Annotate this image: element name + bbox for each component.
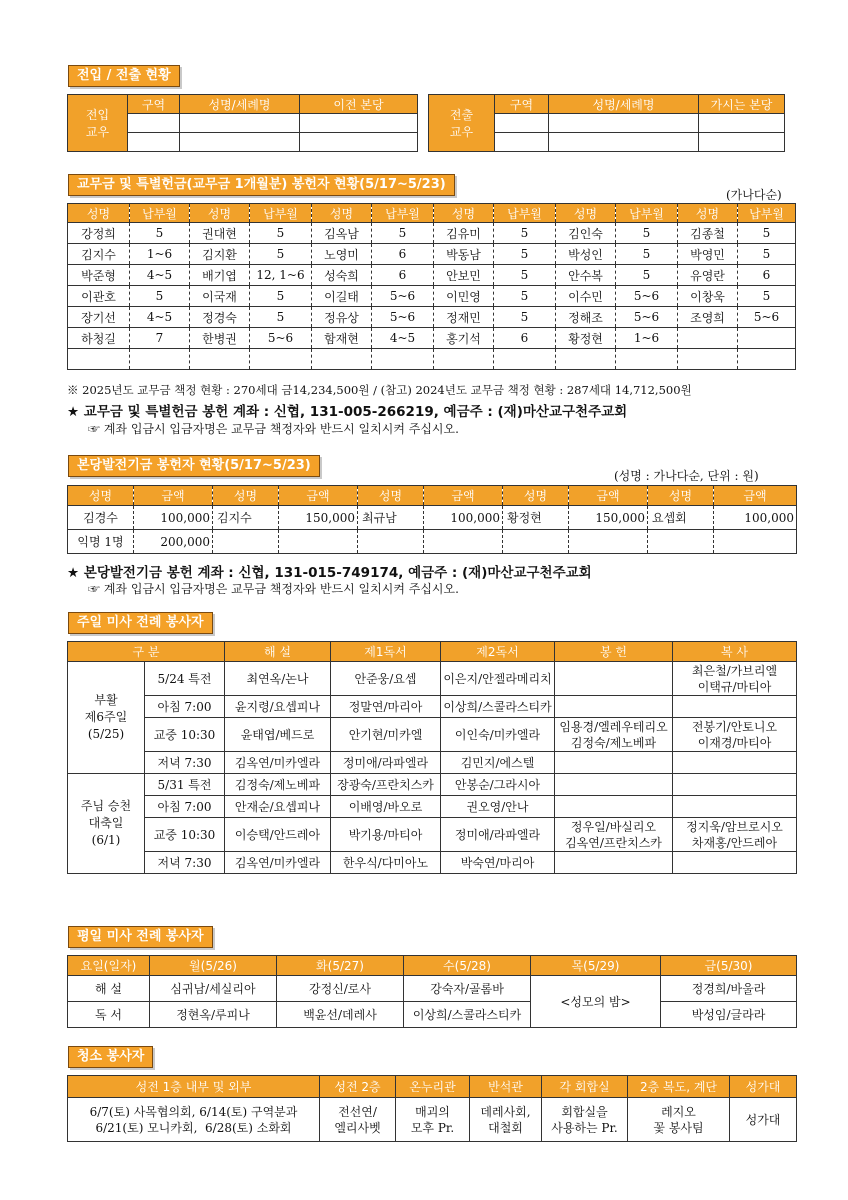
table-cell [556, 349, 616, 370]
table-cell [130, 349, 190, 370]
table-cell: 5 [250, 286, 312, 307]
tithe-order-note: (가나다순) [726, 188, 782, 202]
transfer-out-label: 전출 교우 [429, 95, 495, 152]
table-cell: 5 [494, 307, 556, 328]
table-cell: 김경수 [68, 506, 134, 530]
table-cell: 정지욱/암브로시오 차재홍/안드레아 [673, 818, 797, 852]
table-cell: 5 [250, 244, 312, 265]
building-table [67, 485, 797, 554]
table-cell: 김옥남 [312, 223, 372, 244]
table-cell [673, 752, 797, 774]
table-cell [300, 133, 418, 152]
weekday-header: 목(5/29) [531, 956, 661, 976]
table-cell: 황정현 [556, 328, 616, 349]
cleaning-cell: 회합실을 사용하는 Pr. [542, 1098, 628, 1142]
table-cell [714, 530, 797, 554]
table-row [68, 796, 797, 818]
table-cell [673, 796, 797, 818]
table-cell: 이관호 [68, 286, 130, 307]
transfer-in-label: 전입 교우 [68, 95, 128, 152]
table-cell [358, 530, 424, 554]
table-cell: 이국재 [190, 286, 250, 307]
building-section-title: 본당발전기금 봉헌자 현황(5/17~5/23) [68, 455, 320, 477]
table-row [68, 774, 797, 796]
table-cell: 이길태 [312, 286, 372, 307]
table-cell: 5~6 [250, 328, 312, 349]
cleaning-header: 2층 복도, 계단 [628, 1076, 730, 1098]
table-row [68, 696, 797, 718]
table-cell: 5 [130, 286, 190, 307]
table-cell: 이배영/바오로 [331, 796, 441, 818]
table-cell: 100,000 [424, 506, 503, 530]
tithe-header: 납부월 [250, 204, 312, 223]
table-cell: 김지수 [213, 506, 279, 530]
weekday-header: 화(5/27) [277, 956, 404, 976]
table-cell: 김유미 [434, 223, 494, 244]
table-cell: 이인숙/미카엘라 [441, 718, 555, 752]
table-cell: 1~6 [616, 328, 678, 349]
table-cell [555, 796, 673, 818]
table-row [68, 506, 797, 530]
transfer-out-table [428, 94, 785, 152]
table-cell: 안수복 [556, 265, 616, 286]
table-cell: 황정현 [503, 506, 569, 530]
table-cell: 5~6 [372, 307, 434, 328]
table-cell: 김인숙 [556, 223, 616, 244]
tithe-header: 성명 [556, 204, 616, 223]
tithe-header: 납부월 [494, 204, 556, 223]
sunday-section-title: 주일 미사 전례 봉사자 [68, 612, 213, 634]
tithe-header: 성명 [312, 204, 372, 223]
table-cell [434, 349, 494, 370]
transfer-out-header: 가시는 본당 [699, 95, 785, 114]
building-order-note: (성명 : 가나다순, 단위 : 원) [614, 469, 759, 483]
table-cell: 강정희 [68, 223, 130, 244]
table-cell: 박성인 [556, 244, 616, 265]
table-row [68, 752, 797, 774]
table-cell [495, 114, 549, 133]
table-cell: 정우일/바실리오 김옥연/프란치스카 [555, 818, 673, 852]
table-cell: 안기현/미카엘 [331, 718, 441, 752]
cleaning-cell: 6/7(토) 사목협의회, 6/14(토) 구역분과 6/21(토) 모니카회, 6/28(토) 소화회 [68, 1098, 320, 1142]
transfer-out-header: 구역 [495, 95, 549, 114]
table-cell: 정미애/라파엘라 [331, 752, 441, 774]
table-cell [648, 530, 714, 554]
table-cell [300, 114, 418, 133]
transfer-out-header: 성명/세례명 [549, 95, 699, 114]
table-cell: 김정숙/제노베파 [225, 774, 331, 796]
table-cell: 장기선 [68, 307, 130, 328]
table-cell: 안준웅/요셉 [331, 662, 441, 696]
table-cell [128, 133, 180, 152]
table-cell: 4~5 [130, 265, 190, 286]
table-cell [673, 852, 797, 874]
transfer-in-header: 이전 본당 [300, 95, 418, 114]
table-cell: 12, 1~6 [250, 265, 312, 286]
table-cell: 4~5 [130, 307, 190, 328]
table-cell: 하청길 [68, 328, 130, 349]
table-cell: 100,000 [134, 506, 213, 530]
table-cell: 4~5 [372, 328, 434, 349]
table-cell: 박동남 [434, 244, 494, 265]
table-cell: 박성임/글라라 [661, 1002, 797, 1028]
table-cell: 1~6 [130, 244, 190, 265]
table-cell: 강숙자/골롬바 [404, 976, 531, 1002]
table-cell [190, 349, 250, 370]
building-account-note: ☞ 계좌 입금시 입금자명은 교무금 책정자와 반드시 일치시켜 주십시오. [88, 582, 459, 596]
table-cell: 정재민 [434, 307, 494, 328]
table-cell: 함재현 [312, 328, 372, 349]
table-cell [555, 662, 673, 696]
table-cell: 박준형 [68, 265, 130, 286]
table-cell: 5 [738, 223, 796, 244]
tithe-header: 납부월 [616, 204, 678, 223]
table-cell: 안봉순/그라시아 [441, 774, 555, 796]
sunday-time: 아침 7:00 [145, 796, 225, 818]
table-cell: 5~6 [738, 307, 796, 328]
sunday-time: 저녁 7:30 [145, 752, 225, 774]
table-cell [180, 133, 300, 152]
table-cell: 5 [130, 223, 190, 244]
table-cell: 성숙희 [312, 265, 372, 286]
cleaning-cell: 성가대 [730, 1098, 797, 1142]
building-header: 성명 [213, 486, 279, 506]
building-header: 금액 [569, 486, 648, 506]
sunday-header: 제2독서 [441, 642, 555, 662]
table-cell: 150,000 [279, 506, 358, 530]
table-row [68, 307, 796, 328]
sunday-header: 복 사 [673, 642, 797, 662]
sunday-group-label: 주님 승천 대축일 (6/1) [68, 774, 145, 874]
sunday-time: 5/31 특전 [145, 774, 225, 796]
table-cell: 요셉회 [648, 506, 714, 530]
table-row [68, 852, 797, 874]
table-cell: 최규남 [358, 506, 424, 530]
transfer-section-title: 전입 / 전출 현황 [68, 65, 180, 87]
table-cell: 6 [494, 328, 556, 349]
tithe-header: 납부월 [130, 204, 190, 223]
table-cell: 5 [494, 223, 556, 244]
weekday-row-label: 독 서 [68, 1002, 150, 1028]
table-row [68, 265, 796, 286]
building-header: 성명 [648, 486, 714, 506]
tithe-account: ★ 교무금 및 특별헌금 봉헌 계좌 : 신협, 131-005-266219, 예금주 : (재)마산교구천주교회 [67, 404, 628, 420]
table-cell: 정현옥/루피나 [150, 1002, 277, 1028]
table-cell: 100,000 [714, 506, 797, 530]
table-cell: 윤지령/요셉피나 [225, 696, 331, 718]
table-cell [616, 349, 678, 370]
table-cell: 정유상 [312, 307, 372, 328]
table-row [68, 818, 797, 852]
weekday-row-label: 해 설 [68, 976, 150, 1002]
table-cell: 7 [130, 328, 190, 349]
table-cell: 6 [738, 265, 796, 286]
table-cell: 홍기석 [434, 328, 494, 349]
table-cell [250, 349, 312, 370]
table-cell: 김지수 [68, 244, 130, 265]
table-cell: 5 [494, 244, 556, 265]
table-cell: 이민영 [434, 286, 494, 307]
table-cell [312, 349, 372, 370]
tithe-account-note: ☞ 계좌 입금시 입금자명은 교무금 책정자와 반드시 일치시켜 주십시오. [88, 422, 459, 436]
table-row [68, 662, 797, 696]
table-cell: 김종철 [678, 223, 738, 244]
transfer-in-header: 구역 [128, 95, 180, 114]
cleaning-cell: 데레사회, 대철회 [470, 1098, 542, 1142]
table-cell: 5 [250, 223, 312, 244]
tithe-table [67, 203, 796, 370]
table-cell: 이수민 [556, 286, 616, 307]
table-cell: 박숙연/마리아 [441, 852, 555, 874]
table-cell: 5 [738, 286, 796, 307]
building-header: 성명 [68, 486, 134, 506]
table-cell [549, 114, 699, 133]
cleaning-header: 반석관 [470, 1076, 542, 1098]
tithe-section-title: 교무금 및 특별헌금(교무금 1개월분) 봉헌자 현황(5/17~5/23) [68, 174, 455, 196]
sunday-mass-table [67, 641, 797, 874]
sunday-time: 5/24 특전 [145, 662, 225, 696]
table-cell: 이승택/안드레아 [225, 818, 331, 852]
table-cell [738, 328, 796, 349]
building-header: 성명 [503, 486, 569, 506]
table-cell: 5~6 [616, 307, 678, 328]
tithe-header: 성명 [434, 204, 494, 223]
table-cell [555, 774, 673, 796]
table-cell: 김민지/에스텔 [441, 752, 555, 774]
table-cell [738, 349, 796, 370]
table-cell: 5 [738, 244, 796, 265]
weekday-header: 월(5/26) [150, 956, 277, 976]
cleaning-header: 성전 1층 내부 및 외부 [68, 1076, 320, 1098]
tithe-footnote: ※ 2025년도 교무금 책정 현황 : 270세대 금14,234,500원 / (참고) 2024년도 교무금 책정 현황 : 287세대 14,712,500원 [67, 383, 692, 397]
table-cell: 임용경/엘레우테리오 김정숙/제노베파 [555, 718, 673, 752]
table-cell: 5 [494, 265, 556, 286]
table-cell: 유영란 [678, 265, 738, 286]
sunday-header: 제1독서 [331, 642, 441, 662]
table-row [68, 244, 796, 265]
table-cell [372, 349, 434, 370]
table-cell: 익명 1명 [68, 530, 134, 554]
table-row [68, 718, 797, 752]
weekday-header: 요일(일자) [68, 956, 150, 976]
table-cell: 200,000 [134, 530, 213, 554]
table-cell: 심귀남/세실리아 [150, 976, 277, 1002]
table-cell: 노영미 [312, 244, 372, 265]
sunday-header: 해 설 [225, 642, 331, 662]
table-cell: 5 [494, 286, 556, 307]
transfer-in-header: 성명/세례명 [180, 95, 300, 114]
table-row [68, 223, 796, 244]
tithe-header: 납부월 [738, 204, 796, 223]
table-cell: 5~6 [372, 286, 434, 307]
table-cell: 정경희/바울라 [661, 976, 797, 1002]
table-cell: 박기용/마티아 [331, 818, 441, 852]
thursday-event: <성모의 밤> [531, 976, 661, 1028]
table-cell [68, 349, 130, 370]
table-cell: 이은지/안젤라메리치 [441, 662, 555, 696]
tithe-header: 성명 [678, 204, 738, 223]
table-cell [699, 114, 785, 133]
building-header: 금액 [424, 486, 503, 506]
table-cell [555, 752, 673, 774]
cleaning-header: 각 회합실 [542, 1076, 628, 1098]
table-cell: 150,000 [569, 506, 648, 530]
table-cell: 5 [372, 223, 434, 244]
cleaning-cell: 매괴의 모후 Pr. [396, 1098, 470, 1142]
table-cell [213, 530, 279, 554]
table-cell: 정말연/마리아 [331, 696, 441, 718]
cleaning-header: 성가대 [730, 1076, 797, 1098]
table-cell: 박영민 [678, 244, 738, 265]
table-cell: 권대현 [190, 223, 250, 244]
sunday-header: 구 분 [68, 642, 225, 662]
building-header: 금액 [279, 486, 358, 506]
cleaning-section-title: 청소 봉사자 [68, 1046, 153, 1068]
table-cell: 정해조 [556, 307, 616, 328]
building-account: ★ 본당발전기금 봉헌 계좌 : 신협, 131-015-749174, 예금주 : (재)마산교구천주교회 [67, 565, 592, 581]
table-cell: 배기엽 [190, 265, 250, 286]
table-cell [678, 328, 738, 349]
table-cell [180, 114, 300, 133]
table-cell: 5 [616, 244, 678, 265]
weekday-header: 수(5/28) [404, 956, 531, 976]
tithe-header: 성명 [68, 204, 130, 223]
table-cell: 6 [372, 244, 434, 265]
table-cell: 권오영/안나 [441, 796, 555, 818]
sunday-time: 저녁 7:30 [145, 852, 225, 874]
cleaning-header: 성전 2층 [320, 1076, 396, 1098]
table-cell [555, 696, 673, 718]
cleaning-cell: 레지오 꽃 봉사팀 [628, 1098, 730, 1142]
table-cell [678, 349, 738, 370]
weekday-header: 금(5/30) [661, 956, 797, 976]
cleaning-header: 온누리관 [396, 1076, 470, 1098]
table-cell [549, 133, 699, 152]
weekday-mass-table [67, 955, 797, 1028]
table-cell: 5~6 [616, 286, 678, 307]
sunday-time: 교중 10:30 [145, 718, 225, 752]
table-cell [503, 530, 569, 554]
table-cell: 5 [250, 307, 312, 328]
table-cell [128, 114, 180, 133]
sunday-time: 교중 10:30 [145, 818, 225, 852]
table-cell [495, 133, 549, 152]
table-row [68, 286, 796, 307]
table-cell: 6 [372, 265, 434, 286]
table-cell: 한병권 [190, 328, 250, 349]
building-header: 성명 [358, 486, 424, 506]
table-cell: 정경숙 [190, 307, 250, 328]
table-cell [424, 530, 503, 554]
weekday-section-title: 평일 미사 전례 봉사자 [68, 926, 213, 948]
table-cell: 이상희/스콜라스티카 [441, 696, 555, 718]
transfer-in-table [67, 94, 418, 152]
table-cell: 김지환 [190, 244, 250, 265]
building-header: 금액 [134, 486, 213, 506]
table-cell [494, 349, 556, 370]
table-cell: 이창욱 [678, 286, 738, 307]
table-cell: 김옥연/미카엘라 [225, 852, 331, 874]
cleaning-table [67, 1075, 797, 1142]
table-row [68, 349, 796, 370]
table-cell: 김옥연/미카엘라 [225, 752, 331, 774]
table-cell: 조영희 [678, 307, 738, 328]
table-cell [279, 530, 358, 554]
table-cell: 한우식/다미아노 [331, 852, 441, 874]
table-cell: 5 [616, 223, 678, 244]
table-cell: 전봉기/안토니오 이재경/마티아 [673, 718, 797, 752]
table-cell: 백윤선/데레사 [277, 1002, 404, 1028]
table-cell [555, 852, 673, 874]
sunday-header: 봉 헌 [555, 642, 673, 662]
table-cell [673, 774, 797, 796]
table-cell: 강정신/로사 [277, 976, 404, 1002]
table-cell: 최연옥/논나 [225, 662, 331, 696]
table-row [68, 328, 796, 349]
tithe-header: 성명 [190, 204, 250, 223]
building-header: 금액 [714, 486, 797, 506]
table-cell: 이상희/스콜라스티카 [404, 1002, 531, 1028]
table-cell [673, 696, 797, 718]
table-cell: 최은철/가브리엘 이택규/마티아 [673, 662, 797, 696]
table-cell: 장광숙/프란치스카 [331, 774, 441, 796]
table-cell: 안재순/요셉피나 [225, 796, 331, 818]
table-cell: 안보민 [434, 265, 494, 286]
table-cell [569, 530, 648, 554]
sunday-group-label: 부활 제6주일 (5/25) [68, 662, 145, 774]
cleaning-cell: 전선연/ 엘리사벳 [320, 1098, 396, 1142]
tithe-header: 납부월 [372, 204, 434, 223]
sunday-time: 아침 7:00 [145, 696, 225, 718]
table-cell [699, 133, 785, 152]
table-cell: 정미애/라파엘라 [441, 818, 555, 852]
table-cell: 윤태엽/베드로 [225, 718, 331, 752]
table-cell: 5 [616, 265, 678, 286]
table-row [68, 530, 797, 554]
